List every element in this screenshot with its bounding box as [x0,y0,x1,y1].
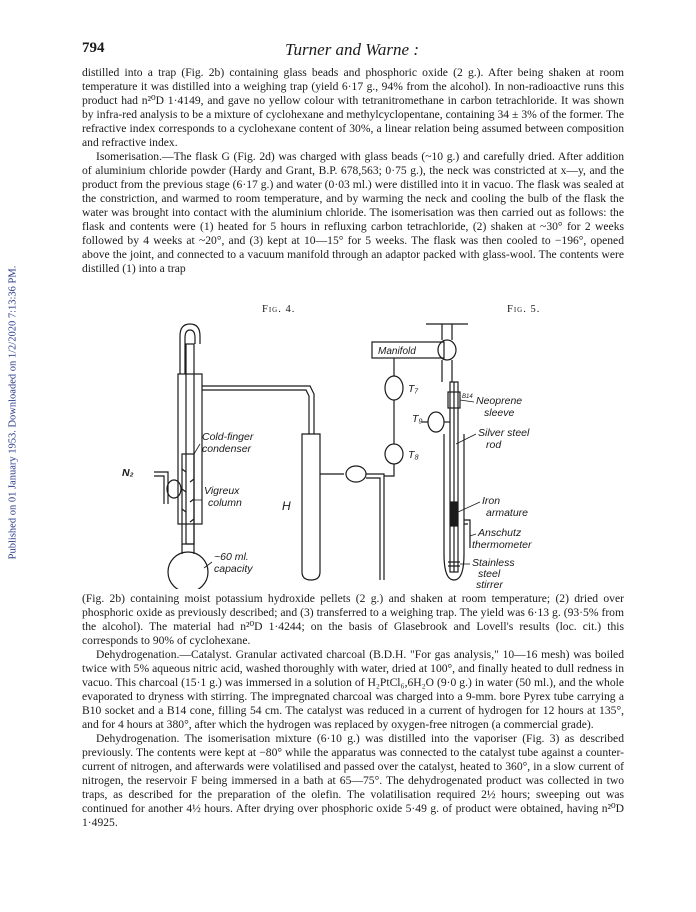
paragraph: Dehydrogenation.—Catalyst. Granular activated charcoal (B.D.H. "For gas analysis," 10—16 mesh) was boiled twice with 5% aqueous nitric acid, washed thoroughly with water, dried at 100°, and finally heated to dull redness in vacuo. This charcoal (15·1 g.) was immersed in a solution of H₂PtCl₆,6H₂O (9·0 g.) in water (50 ml.), and the whole evaporated to dryness with stirring. The impregnated charcoal was charged into a 9-mm. bore Pyrex tube carrying a B10 socket and a B14 cone, filling 54 cm. The catalyst was reduced in a current of hydrogen for 12 hours at 135°, and for 4 hours at 380°, after which the hydrogen was replaced by oxygen-free nitrogen (a commercial grade). [82,648,624,731]
download-watermark [4,232,22,592]
fig5-drawing [422,324,470,580]
body-text-bottom [82,592,624,830]
apparatus-diagram [82,304,624,589]
label-silver-steel: Silver steel [478,427,530,439]
label-stirrer: stirrer [476,579,503,589]
label-h: H [282,499,291,513]
running-title: Turner and Warne : [285,40,419,59]
label-condenser: condenser [202,443,252,455]
page-number: 794 [82,40,105,56]
label-iron: Iron [482,495,501,507]
paragraph: Dehydrogenation. The isomerisation mixture (6·10 g.) was distilled into the vaporiser (Fig. 3) as described previously. The contents were kept at −80° while the apparatus was connected to the catalyst tube against a counter-current of nitrogen, and afterwards were volatilised and passed over the catalyst, heated to 360°, in a slow current of nitrogen, the reservoir F being immersed in a bath at 65—75°. The dehydrogenated product was collected in two traps, as described for the preparation of the olefin. The volatilisation required 2½ hours; sweeping out was continued for another 4½ hours. After drying over phosphoric oxide 5·49 g. of product were obtained, having n²⁰D 1·4925. [82,732,624,829]
label-t7: T₇ [408,383,419,395]
download-note: Published on 01 January 1953. Downloaded on 1/2/2020 7:13:36 PM. [7,265,19,559]
label-vigreux: Vigreux [204,485,240,497]
label-rod: rod [486,439,502,451]
page-header [82,40,622,62]
label-capacity-volume: ~60 ml. [214,551,249,563]
fig4-caption: Fig. 4. [262,304,296,315]
label-t9: T₉ [412,413,423,425]
fig4-drawing [154,324,444,589]
label-anschutz: Anschutz [478,527,522,539]
label-b14: B14 [462,394,473,400]
figures-area [82,304,624,589]
paragraph: distilled into a trap (Fig. 2b) containing glass beads and phosphoric oxide (2 g.). After being shaken at room temperature it was distilled into a weighing trap (yield 6·17 g., 94% from the alcohol). In non-radioactive runs this product had n²⁰D 1·4149, and gave no yellow colour with tetranitromethane in carbon tetrachloride. It was shown by infra-red analysis to be a mixture of cyclohexane and methylcyclopentane, containing 34 ± 3% of the former. The refractive index corresponds to a cyclohexane content of 30%, a linear relation being assumed between composition and refractive index. [82,66,624,149]
label-t8: T₈ [408,449,419,461]
label-sleeve: sleeve [484,407,515,419]
label-n2: N₂ [122,467,134,479]
fig5-caption: Fig. 5. [507,304,541,315]
label-cold-finger: Cold-finger [202,431,254,443]
label-steel: steel [478,568,501,580]
paragraph: (Fig. 2b) containing moist potassium hydroxide pellets (2 g.) and shaken at room temperature; (2) dried over phosphoric oxide as previously described; and (3) transferred to a weighing trap. The yield was 6·13 g. (93·5% from the alcohol). The material had n²⁰D 1·4244; on the basis of Glasebrook and Lovell's results (loc. cit.) this corresponds to 90% of cyclohexane. [82,592,624,647]
label-neoprene: Neoprene [476,395,523,407]
label-capacity: capacity [214,563,253,575]
label-thermometer: thermometer [472,539,532,551]
paragraph: Isomerisation.—The flask G (Fig. 2d) was charged with glass beads (~10 g.) and carefully dried. After addition of aluminium chloride powder (Hardy and Grant, B.P. 678,563; 0·75 g.), the neck was constricted at x—y, and the product from the previous stage (6·17 g.) and water (0·03 ml.) were distilled into it in vacuo. The flask was sealed at the constriction, and warmed to room temperature, and by warming the neck and cooling the bulb of the flask the water was brought into contact with the aluminium chloride. The isomerisation was then carried out as follows: the flask and contents were (1) heated for 5 hours in refluxing carbon tetrachloride, (2) shaken at ~30° for 2 weeks followed by 4 weeks at ~20°, and (3) kept at 10—15° for 5 weeks. The flask was then cooled to −196°, opened above the joint, and connected to a vacuum manifold through an adaptor packed with glass-wool. The contents were distilled (1) into a trap [82,150,624,275]
body-text-top [82,66,624,276]
label-armature: armature [486,507,529,519]
label-manifold: Manifold [378,346,416,357]
label-column: column [208,497,242,509]
label-stainless: Stainless [472,557,515,569]
